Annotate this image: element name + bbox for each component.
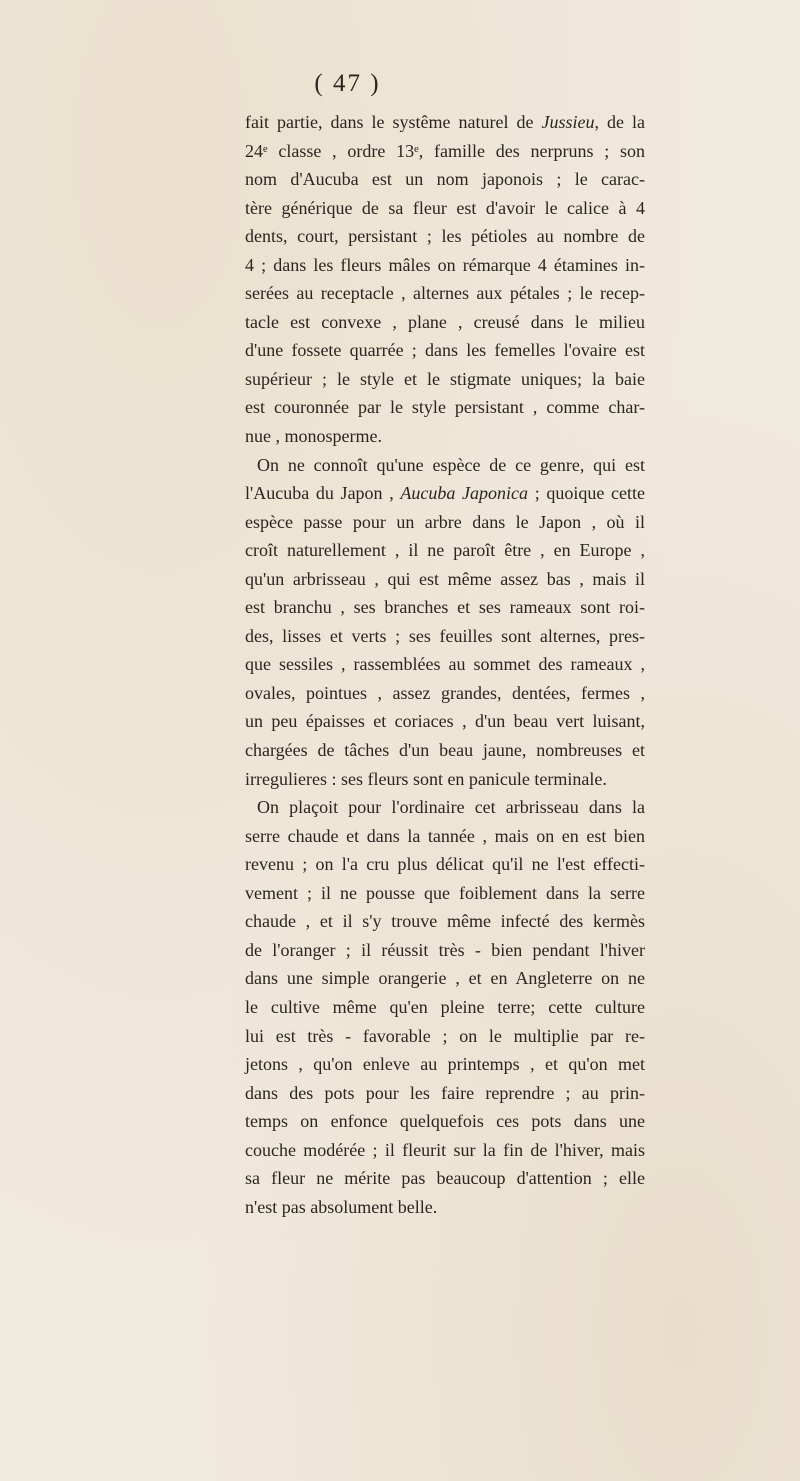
- text-segment: supérieur ; le style et le stigmate uniques; la baie: [245, 368, 645, 389]
- text-segment: l'Aucuba du Japon ,: [245, 483, 401, 504]
- text-line: [245, 451, 645, 480]
- text-line: [245, 222, 645, 251]
- text-line: [245, 1079, 645, 1108]
- text-segment: espèce passe pour un arbre dans le Japon , où il: [245, 511, 645, 532]
- text-segment: fait partie, dans le systême naturel de: [245, 112, 542, 132]
- text-line: [245, 736, 645, 765]
- text-line: [245, 793, 645, 822]
- text-line: [245, 393, 645, 422]
- text-segment: temps on enfonce quelquefois ces pots dans une: [245, 1111, 645, 1132]
- text-line: [245, 907, 645, 936]
- text-line: [245, 1136, 645, 1165]
- text-line: [245, 308, 645, 337]
- page-number: ( 47 ): [314, 70, 381, 97]
- text-segment: couche modérée ; il fleurit sur la fin de l'hiver, mais: [245, 1139, 645, 1160]
- text-segment: croît naturellement , il ne paroît être , en Europe ,: [245, 540, 645, 561]
- text-segment: d'une fossete quarrée ; dans les femelles l'ovaire est: [245, 340, 645, 361]
- text-segment: dents, court, persistant ; les pétioles au nombre de: [245, 226, 645, 247]
- text-segment: revenu ; on l'a cru plus délicat qu'il ne l'est effecti-: [245, 854, 645, 875]
- text-line: [245, 1193, 645, 1222]
- text-segment: , de la: [594, 112, 645, 132]
- text-segment: serées au receptacle , alternes aux pétales ; le recep-: [245, 283, 645, 304]
- text-segment: irregulieres : ses fleurs sont en panicule terminale.: [245, 768, 607, 789]
- text-line: [245, 593, 645, 622]
- text-segment: tère générique de sa fleur est d'avoir le calice à 4: [245, 197, 645, 218]
- body-text: [245, 108, 645, 1221]
- text-segment: chaude , et il s'y trouve même infecté des kermès: [245, 911, 645, 932]
- text-segment: nue , monosperme.: [245, 426, 382, 447]
- text-segment: de l'oranger ; il réussit très - bien pendant l'hiver: [245, 939, 645, 960]
- text-segment: On plaçoit pour l'ordinaire cet arbrisseau dans la: [257, 797, 645, 818]
- text-line: [245, 650, 645, 679]
- text-segment: sa fleur ne mérite pas beaucoup d'attention ; elle: [245, 1168, 645, 1189]
- text-line: [245, 279, 645, 308]
- text-line: [245, 679, 645, 708]
- text-line: [245, 1164, 645, 1193]
- text-segment: lui est très - favorable ; on le multiplie par re-: [245, 1025, 645, 1046]
- text-segment: est couronnée par le style persistant , comme char-: [245, 397, 645, 418]
- text-line: [245, 137, 645, 166]
- text-segment: dans des pots pour les faire reprendre ; au prin-: [245, 1082, 645, 1103]
- text-segment: qu'un arbrisseau , qui est même assez bas , mais il: [245, 568, 645, 589]
- text-line: [245, 422, 645, 451]
- text-line: [245, 936, 645, 965]
- text-line: [245, 336, 645, 365]
- text-segment: 24ᵉ classe , ordre 13ᵉ, famille des nerpruns ; son: [245, 140, 645, 161]
- text-line: [245, 765, 645, 794]
- text-segment: serre chaude et dans la tannée , mais on en est bien: [245, 825, 645, 846]
- text-line: [245, 822, 645, 851]
- text-segment: n'est pas absolument belle.: [245, 1196, 438, 1217]
- text-segment: que sessiles , rassemblées au sommet des rameaux ,: [245, 654, 645, 675]
- text-segment: tacle est convexe , plane , creusé dans le milieu: [245, 311, 645, 332]
- text-segment: nom d'Aucuba est un nom japonois ; le carac-: [245, 169, 645, 190]
- text-line: [245, 536, 645, 565]
- text-segment: chargées de tâches d'un beau jaune, nombreuses et: [245, 740, 645, 761]
- text-segment: dans une simple orangerie , et en Angleterre on ne: [245, 968, 645, 989]
- text-line: [245, 879, 645, 908]
- text-line: [245, 108, 645, 137]
- text-segment: le cultive même qu'en pleine terre; cette culture: [245, 996, 645, 1017]
- text-line: [245, 993, 645, 1022]
- text-segment: est branchu , ses branches et ses rameaux sont roi-: [245, 597, 645, 618]
- text-line: [245, 1107, 645, 1136]
- text-line: [245, 194, 645, 223]
- text-line: [245, 622, 645, 651]
- text-segment: jetons , qu'on enleve au printemps , et qu'on met: [245, 1054, 645, 1075]
- text-line: [245, 707, 645, 736]
- text-segment: ovales, pointues , assez grandes, dentées, fermes ,: [245, 682, 645, 703]
- italic-text-segment: Aucuba Japonica: [400, 483, 529, 504]
- text-segment: des, lisses et verts ; ses feuilles sont alternes, pres-: [245, 625, 645, 646]
- text-line: [245, 251, 645, 280]
- text-line: [245, 508, 645, 537]
- text-line: [245, 850, 645, 879]
- text-segment: un peu épaisses et coriaces , d'un beau vert luisant,: [245, 711, 645, 732]
- text-line: [245, 964, 645, 993]
- text-line: [245, 1022, 645, 1051]
- text-line: [245, 1050, 645, 1079]
- text-segment: On ne connoît qu'une espèce de ce genre, qui est: [257, 454, 645, 475]
- text-segment: 4 ; dans les fleurs mâles on rémarque 4 étamines in-: [245, 254, 645, 275]
- text-line: [245, 365, 645, 394]
- text-line: [245, 479, 645, 508]
- text-segment: vement ; il ne pousse que foiblement dans la serre: [245, 882, 645, 903]
- text-line: [245, 165, 645, 194]
- italic-text-segment: Jussieu: [541, 112, 595, 132]
- text-segment: ; quoique cette: [528, 483, 645, 504]
- text-line: [245, 565, 645, 594]
